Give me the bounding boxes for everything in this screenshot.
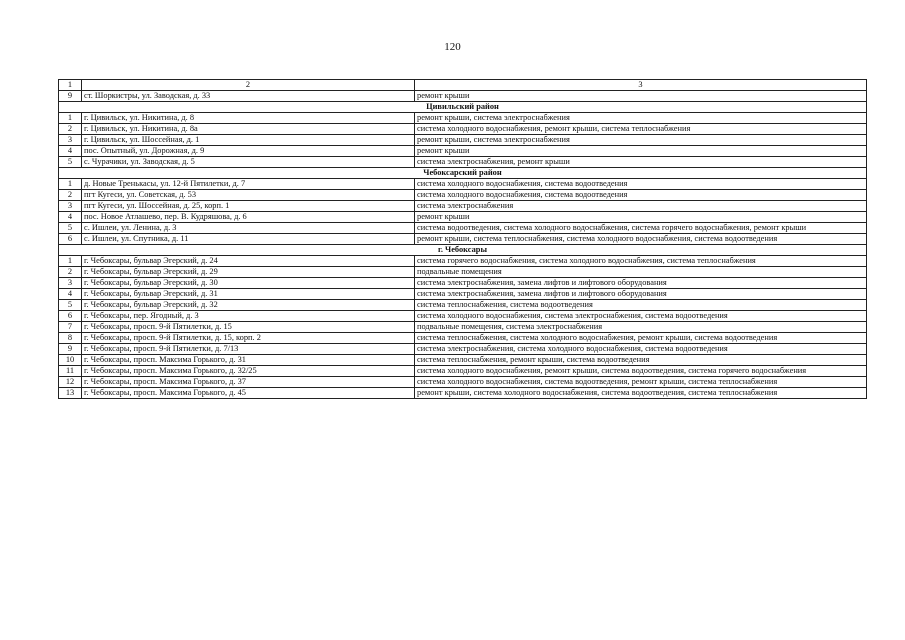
row-address: пос. Опытный, ул. Дорожная, д. 9 [82, 146, 415, 157]
row-number: 6 [59, 234, 82, 245]
row-address: г. Чебоксары, просп. 9-й Пятилетки, д. 15, корп. 2 [82, 333, 415, 344]
row-works: система холодного водоснабжения, система водоотведения [415, 190, 867, 201]
row-address: г. Цивильск, ул. Никитина, д. 8а [82, 124, 415, 135]
row-address: с. Ишлеи, ул. Спутника, д. 11 [82, 234, 415, 245]
row-address: пгт Кугеси, ул. Советская, д. 53 [82, 190, 415, 201]
table-row [59, 190, 867, 201]
row-number: 4 [59, 146, 82, 157]
row-address: г. Чебоксары, бульвар Эгерский, д. 30 [82, 278, 415, 289]
section-title: Чебоксарский район [59, 168, 867, 179]
table-row [59, 146, 867, 157]
table-row [59, 289, 867, 300]
section-row [59, 168, 867, 179]
row-number: 10 [59, 355, 82, 366]
row-works: система холодного водоснабжения, ремонт крыши, система теплоснабжения [415, 124, 867, 135]
row-works: система электроснабжения, ремонт крыши [415, 157, 867, 168]
table-row [59, 135, 867, 146]
row-number: 1 [59, 179, 82, 190]
row-works: система холодного водоснабжения, система водоотведения [415, 179, 867, 190]
table-row [59, 344, 867, 355]
row-works: ремонт крыши, система электроснабжения [415, 113, 867, 124]
row-address: ст. Шоркистры, ул. Заводская, д. 33 [82, 91, 415, 102]
table-row [59, 157, 867, 168]
row-works: система водоотведения, система холодного водоснабжения, система горячего водоснабжения, ремонт крыши [415, 223, 867, 234]
row-address: пгт Кугеси, ул. Шоссейная, д. 25, корп. 1 [82, 201, 415, 212]
row-works: ремонт крыши [415, 91, 867, 102]
table-row [59, 201, 867, 212]
row-number: 2 [59, 267, 82, 278]
row-works: система горячего водоснабжения, система холодного водоснабжения, система теплоснабжения [415, 256, 867, 267]
row-number: 4 [59, 212, 82, 223]
table-row [59, 223, 867, 234]
row-works: система электроснабжения, замена лифтов и лифтового оборудования [415, 289, 867, 300]
row-number: 2 [59, 190, 82, 201]
row-works: ремонт крыши, система холодного водоснабжения, система водоотведения, система теплоснабжения [415, 388, 867, 399]
row-number: 12 [59, 377, 82, 388]
row-works: система холодного водоснабжения, ремонт крыши, система водоотведения, система горячего водоснабжения [415, 366, 867, 377]
table-row [59, 278, 867, 289]
table-row [59, 300, 867, 311]
row-address: г. Цивильск, ул. Шоссейная, д. 1 [82, 135, 415, 146]
row-address: г. Чебоксары, просп. Максима Горького, д. 31 [82, 355, 415, 366]
page-number: 120 [444, 41, 461, 53]
row-works: система теплоснабжения, ремонт крыши, система водоотведения [415, 355, 867, 366]
table-row [59, 91, 867, 102]
row-works: система электроснабжения, замена лифтов и лифтового оборудования [415, 278, 867, 289]
section-title: Цивильский район [59, 102, 867, 113]
row-address: г. Чебоксары, бульвар Эгерский, д. 31 [82, 289, 415, 300]
row-number: 2 [59, 124, 82, 135]
repair-works-table [58, 79, 867, 399]
row-number: 3 [59, 135, 82, 146]
table-row [59, 311, 867, 322]
row-address: г. Чебоксары, бульвар Эгерский, д. 32 [82, 300, 415, 311]
row-number: 8 [59, 333, 82, 344]
table-row [59, 322, 867, 333]
row-address: с. Чурачики, ул. Заводская, д. 5 [82, 157, 415, 168]
section-row [59, 102, 867, 113]
row-address: г. Чебоксары, просп. 9-й Пятилетки, д. 15 [82, 322, 415, 333]
table-row [59, 377, 867, 388]
row-number: 3 [59, 201, 82, 212]
row-address: д. Новые Тренькасы, ул. 12-й Пятилетки, д. 7 [82, 179, 415, 190]
row-address: г. Чебоксары, просп. 9-й Пятилетки, д. 7/13 [82, 344, 415, 355]
column-number-1: 1 [59, 80, 82, 91]
table-row [59, 355, 867, 366]
row-number: 9 [59, 344, 82, 355]
row-address: г. Чебоксары, просп. Максима Горького, д. 37 [82, 377, 415, 388]
row-address: пос. Новое Атлашево, пер. В. Кудряшова, д. 6 [82, 212, 415, 223]
row-number: 11 [59, 366, 82, 377]
row-works: ремонт крыши, система теплоснабжения, система холодного водоснабжения, система водоотведения [415, 234, 867, 245]
row-number: 3 [59, 278, 82, 289]
column-number-3: 3 [415, 80, 867, 91]
row-address: г. Цивильск, ул. Никитина, д. 8 [82, 113, 415, 124]
row-number: 5 [59, 300, 82, 311]
row-number: 13 [59, 388, 82, 399]
row-works: подвальные помещения, система электроснабжения [415, 322, 867, 333]
row-number: 1 [59, 256, 82, 267]
row-works: система теплоснабжения, система холодного водоснабжения, ремонт крыши, система водоотведения [415, 333, 867, 344]
row-address: г. Чебоксары, пер. Ягодный, д. 3 [82, 311, 415, 322]
row-works: ремонт крыши [415, 146, 867, 157]
row-address: с. Ишлеи, ул. Ленина, д. 3 [82, 223, 415, 234]
table-row [59, 366, 867, 377]
table-row [59, 234, 867, 245]
table-row [59, 388, 867, 399]
row-address: г. Чебоксары, просп. Максима Горького, д. 45 [82, 388, 415, 399]
table-row [59, 333, 867, 344]
row-number: 7 [59, 322, 82, 333]
row-number: 6 [59, 311, 82, 322]
row-number: 4 [59, 289, 82, 300]
row-number: 1 [59, 113, 82, 124]
row-address: г. Чебоксары, просп. Максима Горького, д. 32/25 [82, 366, 415, 377]
row-works: система холодного водоснабжения, система электроснабжения, система водоотведения [415, 311, 867, 322]
row-works: ремонт крыши, система электроснабжения [415, 135, 867, 146]
row-works: система электроснабжения, система холодного водоснабжения, система водоотведения [415, 344, 867, 355]
column-number-row [59, 80, 867, 91]
table-row [59, 124, 867, 135]
row-works: подвальные помещения [415, 267, 867, 278]
table-row [59, 256, 867, 267]
row-works: система электроснабжения [415, 201, 867, 212]
table-body [59, 80, 867, 399]
table-row [59, 179, 867, 190]
table-row [59, 212, 867, 223]
section-title: г. Чебоксары [59, 245, 867, 256]
row-works: система холодного водоснабжения, система водоотведения, ремонт крыши, система теплоснабжения [415, 377, 867, 388]
row-works: система теплоснабжения, система водоотведения [415, 300, 867, 311]
row-number: 5 [59, 157, 82, 168]
section-row [59, 245, 867, 256]
table-row [59, 267, 867, 278]
row-works: ремонт крыши [415, 212, 867, 223]
row-address: г. Чебоксары, бульвар Эгерский, д. 24 [82, 256, 415, 267]
row-address: г. Чебоксары, бульвар Эгерский, д. 29 [82, 267, 415, 278]
table-row [59, 113, 867, 124]
row-number: 9 [59, 91, 82, 102]
column-number-2: 2 [82, 80, 415, 91]
row-number: 5 [59, 223, 82, 234]
